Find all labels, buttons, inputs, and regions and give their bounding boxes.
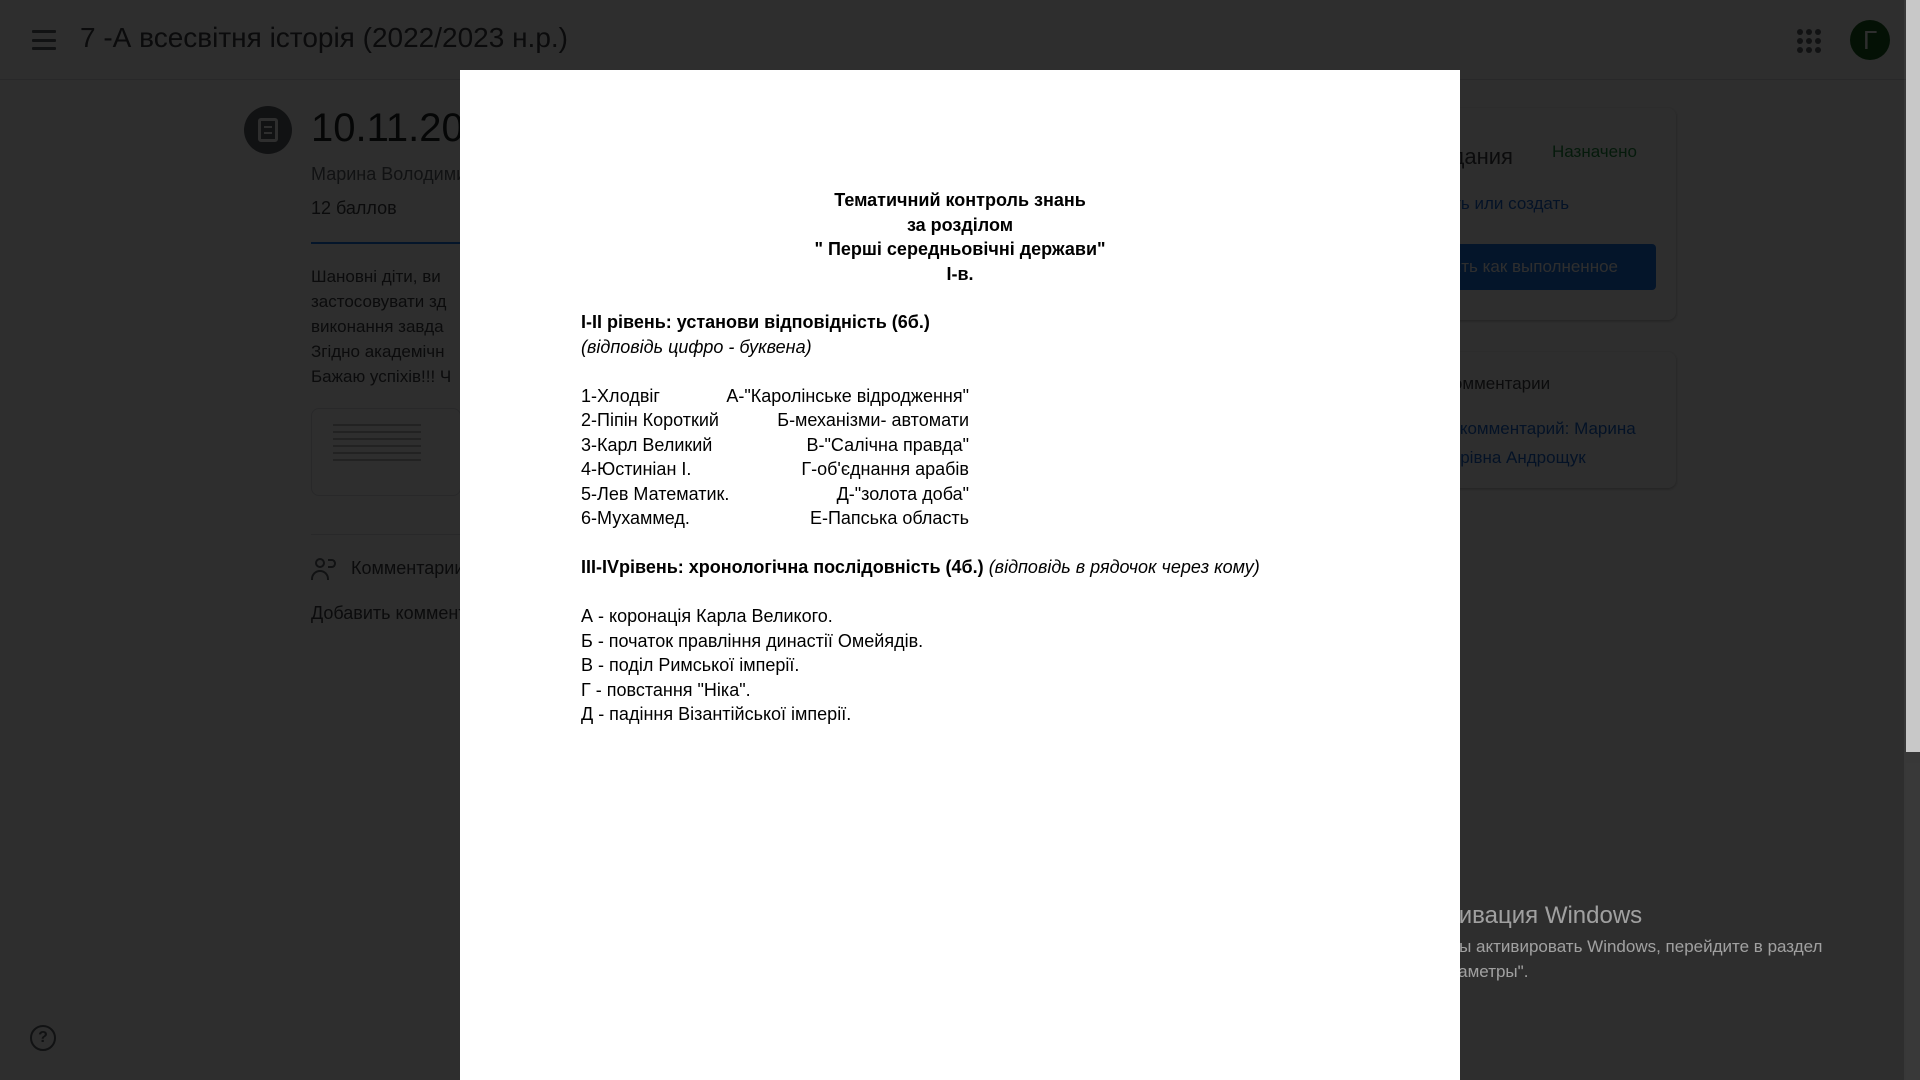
chronology-item: Д - падіння Візантійської імперії. bbox=[581, 704, 852, 724]
section2-note: (відповідь в рядочок через кому) bbox=[988, 557, 1260, 577]
section1-title: І-ІІ рівень: установи відповідність (6б.) bbox=[581, 312, 930, 332]
heading-line: за розділом bbox=[906, 214, 1014, 235]
section2-heading bbox=[581, 555, 1260, 580]
section2-title: ІІІ-IVрівень: хронологічна послідовність (4б.) bbox=[581, 557, 984, 577]
windows-activation-watermark bbox=[1421, 898, 1822, 984]
match-fact: Д-"золота доба" bbox=[836, 483, 969, 504]
match-person: 5-Лев Математик. bbox=[581, 483, 730, 504]
match-row bbox=[581, 482, 969, 507]
match-fact: В-"Салічна правда" bbox=[806, 434, 969, 455]
watermark-line: "Параметры". bbox=[1421, 962, 1529, 981]
match-row bbox=[581, 408, 969, 433]
match-person: 1-Хлодвіг bbox=[581, 385, 660, 406]
match-fact: Е-Папська область bbox=[809, 508, 969, 528]
heading-line: І-в. bbox=[946, 263, 974, 284]
chronology-item: В - поділ Римської імперії. bbox=[581, 655, 800, 675]
match-person: 3-Карл Великий bbox=[581, 434, 713, 455]
blank-line bbox=[581, 531, 1260, 556]
match-person: 2-Піпін Короткий bbox=[581, 410, 719, 430]
match-row bbox=[581, 506, 969, 531]
blank-line bbox=[581, 580, 1260, 605]
blank-line bbox=[581, 359, 1260, 384]
chronology-item: Б - початок правління династії Омейядів. bbox=[581, 630, 924, 651]
match-person: 4-Юстиніан І. bbox=[581, 459, 692, 479]
watermark-title: Активация Windows bbox=[1421, 902, 1643, 929]
match-row bbox=[581, 457, 969, 482]
match-fact: Б-механізми- автомати bbox=[777, 410, 969, 430]
heading-line: " Перші середньовічні держави" bbox=[814, 239, 1106, 259]
scrollbar-thumb[interactable] bbox=[1906, 0, 1920, 752]
document-heading bbox=[460, 188, 1460, 286]
heading-line: Тематичний контроль знань bbox=[834, 190, 1086, 210]
match-row bbox=[581, 433, 969, 458]
document-body bbox=[581, 310, 1260, 727]
chronology-item: Г - повстання "Ніка". bbox=[581, 679, 751, 700]
document-page bbox=[460, 70, 1460, 1080]
chronology-item: А - коронація Карла Великого. bbox=[581, 606, 833, 626]
match-fact: А-"Каролінське відродження" bbox=[726, 385, 969, 406]
watermark-line: Чтобы активировать Windows, перейдите в раздел bbox=[1421, 937, 1823, 956]
match-person: 6-Мухаммед. bbox=[581, 508, 690, 528]
section1-note: (відповідь цифро - буквена) bbox=[581, 336, 812, 357]
match-row bbox=[581, 384, 969, 409]
match-fact: Г-об'єднання арабів bbox=[801, 459, 969, 479]
